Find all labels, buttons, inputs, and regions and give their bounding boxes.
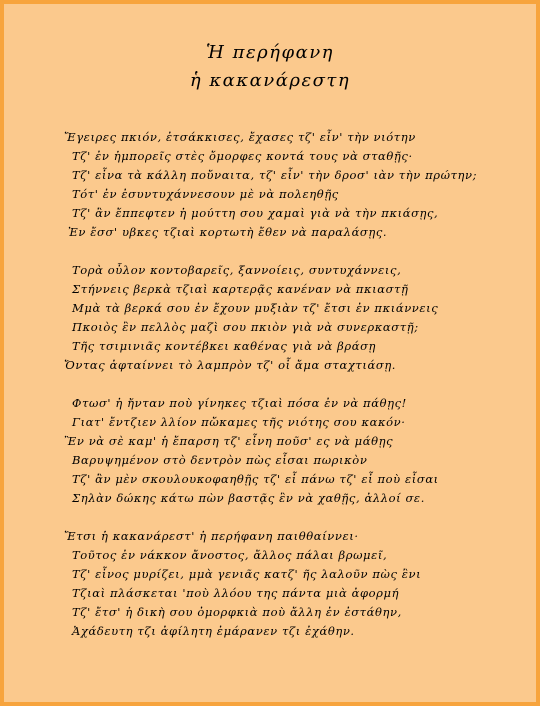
verse-line: Τότ' ἐν ἐσυντυχάννεσουν μὲ νὰ πολεηθῇς — [72, 187, 339, 201]
stanza-2 — [4, 261, 536, 375]
stanza-1 — [4, 128, 536, 242]
verse-line: Τορὰ οὖλον κοντοβαρεῖς, ξαννοίεις, συντυχάννεις, — [72, 263, 402, 277]
verse-line: Τζ' ἂν μὲν σκουλουκοφαηθῇς τζ' εἶ πάνω τζ' εἶ ποὺ εἶσαι — [72, 472, 439, 486]
verse-line: Ἒν νὰ σὲ καμ' ἡ ἔπαρση τζ' εἶνη ποῦσ' ες νὰ μάθῃς — [64, 434, 394, 448]
verse-line: Ἐν ἔσσ' υβκες τζιαὶ κορτωτὴ ἔθεν νὰ παραλάσῃς. — [68, 225, 388, 239]
verse-line: Τζ' εἶνος μυρίζει, μμὰ γενιᾶς κατζ' ῆς λαλοῦν πὼς ἒνι — [72, 567, 422, 581]
verse-line: Ἔγειρες πκιόν, ἐτσάκκισες, ἔχασες τζ' εἶν' τὴν νιότην — [64, 130, 416, 144]
stanza-3 — [4, 394, 536, 508]
verse-line: Στήννεις βερκὰ τζιαὶ καρτερᾷς κανέναν νὰ πκιαστῇ — [72, 282, 409, 296]
verse-line: Τζ' εἶνα τὰ κάλλη ποὔναιτα, τζ' εἶν' τὴν δροσ' ιὰν τὴν πρώτην; — [72, 168, 478, 182]
poem-title-line-1: Ἡ περήφανη — [206, 42, 334, 63]
verse-line: Γιατ' ἔντζιεν λλίον πὤκαμες τῆς νιότης σου κακόν· — [72, 415, 406, 429]
poem-body — [4, 128, 536, 641]
verse-line: Τοῦτος ἐν νάκκον ἄνοστος, ἄλλος πάλαι βρωμεῖ, — [72, 548, 388, 562]
verse-line: Τζιαὶ πλάσκεται 'ποὺ λλόου της πάντα μιὰ ἀφορμή — [72, 586, 400, 600]
verse-line: Ὄντας ἀφταίννει τὸ λαμπρὸν τζ' οἷ ἄμα σταχτιάσῃ. — [64, 358, 397, 372]
verse-line: Τζ' ἔτσ' ἡ δικὴ σου ὀμορφκιὰ ποὺ ἄλλη ἐν ἐστάθην, — [72, 605, 402, 619]
verse-line: Πκοιὸς ἒν πελλὸς μαζὶ σου πκιὸν γιὰ νὰ συνερκαστῇ; — [72, 320, 419, 334]
verse-line: Τζ' ἐν ἠμπορεῖς στὲς ὄμορφες κοντά τους νὰ σταθῇς· — [72, 149, 413, 163]
verse-line: Ἔτσι ἡ κακανάρεστ' ἡ περήφανη παιθθαίννει· — [64, 529, 359, 543]
stanza-4 — [4, 527, 536, 641]
verse-line: Ἀχάδευτη τζι ἀφίλητη ἐμάρανεν τζι ἐχάθην. — [72, 624, 355, 638]
poem-title-line-2: ἡ κακανάρεστη — [189, 70, 351, 91]
verse-line: Τζ' ἂν ἔππεφτεν ἡ μούττη σου χαμαὶ γιὰ νὰ τὴν πκιάσῃς, — [72, 206, 439, 220]
verse-line: Βαρυψημένον στὸ δεντρὸν πὼς εἶσαι πωρικὸν — [72, 453, 368, 467]
verse-line: Φτωσ' ἡ ἤνταν ποὺ γίνηκες τζιαὶ πόσα ἐν νὰ πάθῃς! — [72, 396, 407, 410]
verse-line: Τῆς τσιμινιᾶς κοντέβκει καθένας γιὰ νὰ βράσῃ — [72, 339, 377, 353]
verse-line: Σηλὰν δώκης κάτω πὼν βαστᾷς ἒν νὰ χαθῇς, ἀλλοί σε. — [72, 491, 425, 505]
verse-line: Μμὰ τὰ βερκά σου ἐν ἔχουν μυξιὰν τζ' ἔτσι ἐν πκιάννεις — [72, 301, 439, 315]
